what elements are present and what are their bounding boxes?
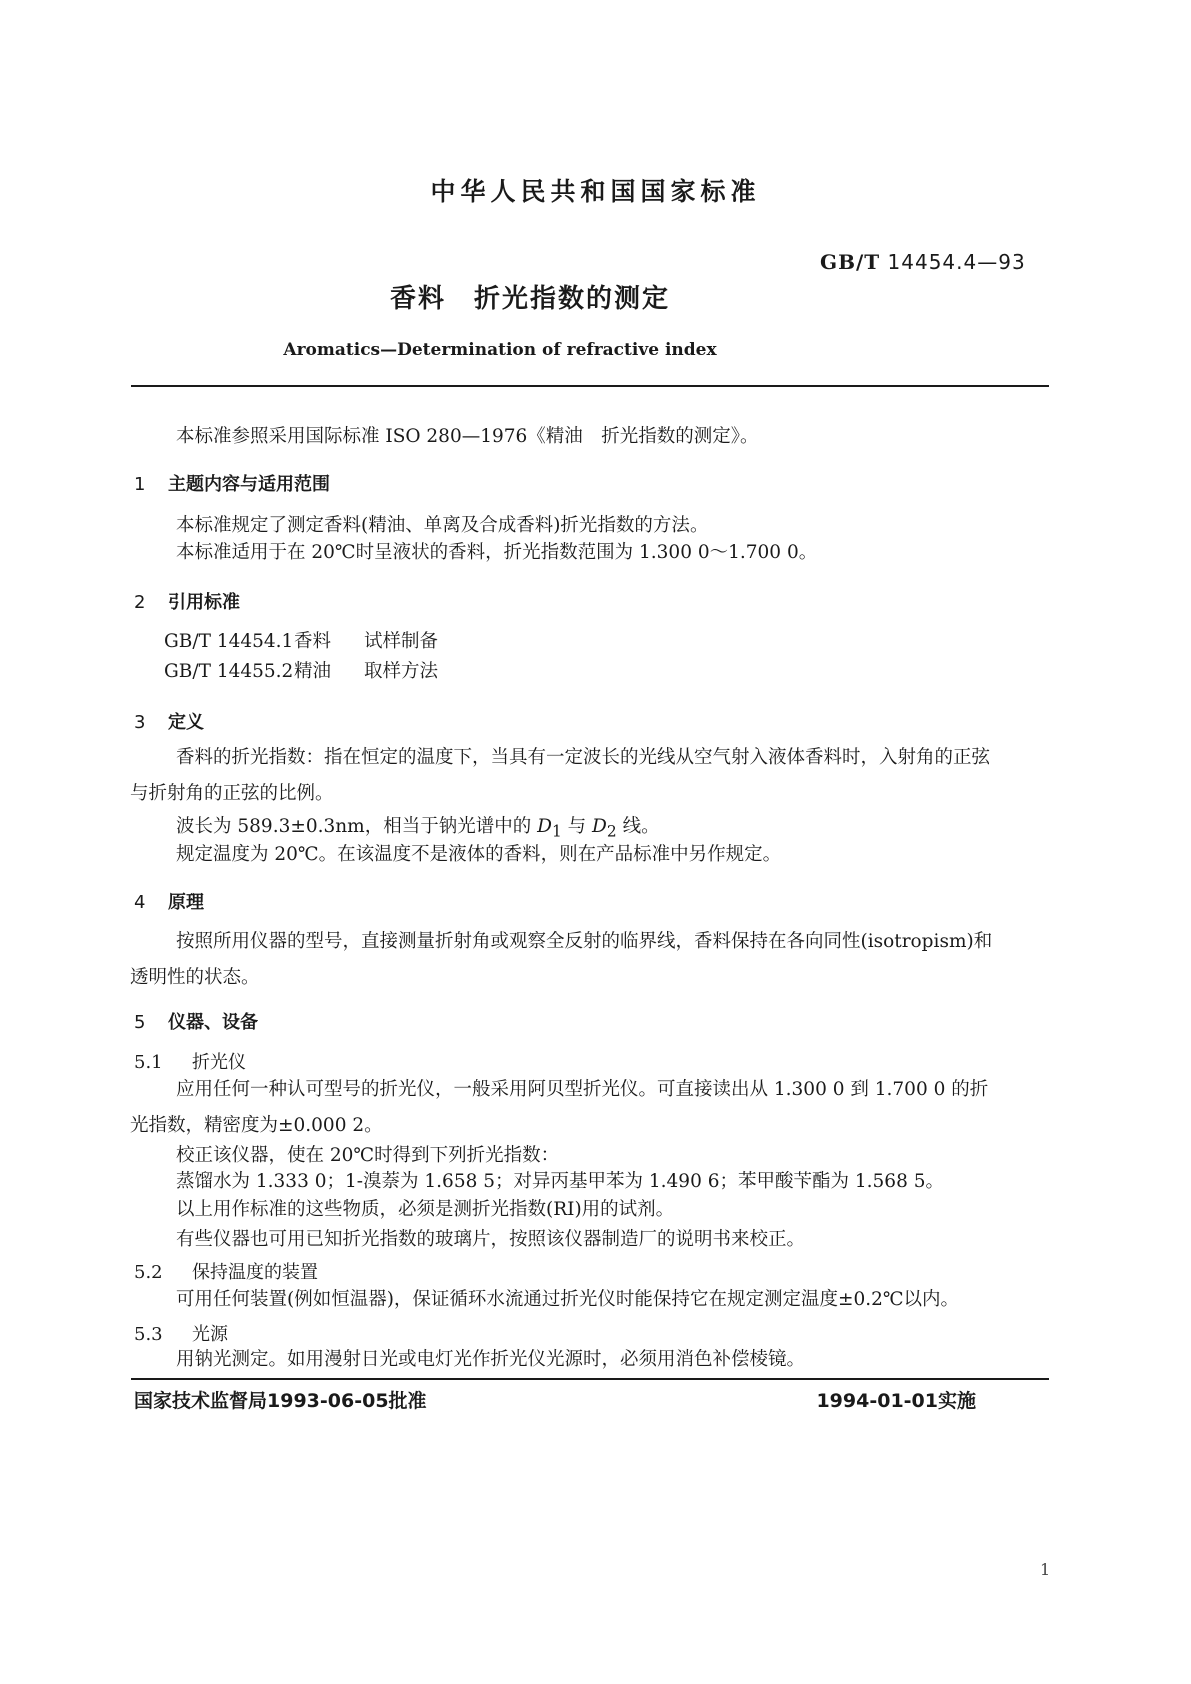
section-title: 仪器、设备 <box>168 1012 258 1033</box>
intro-paragraph: 本标准参照采用国际标准 ISO 280—1976《精油 折光指数的测定》。 <box>176 426 759 447</box>
section-3-paragraph-1: 香料的折光指数：指在恒定的温度下，当具有一定波长的光线从空气射入液体香料时，入射角的正弦与折射角的正弦的比例。 <box>130 747 991 804</box>
section-number: 4 <box>134 892 146 913</box>
reference-item <box>164 660 438 684</box>
reference-code: GB/T 14454.1 <box>164 631 294 652</box>
section-title: 主题内容与适用范围 <box>168 474 330 495</box>
reference-item <box>164 630 438 654</box>
d-line-subscript: 1 <box>551 822 562 841</box>
section-number: 3 <box>134 712 146 733</box>
subsection-5-2-heading <box>134 1258 318 1284</box>
reference-code: GB/T 14455.2 <box>164 661 294 682</box>
section-4-paragraph-1: 按照所用仪器的型号，直接测量折射角或观察全反射的临界线，香料保持在各向同性(isotropism)和透明性的状态。 <box>130 931 993 988</box>
section-number: 5 <box>134 1012 146 1033</box>
section-1-paragraph-2: 本标准适用于在 20℃时呈液状的香料，折光指数范围为 1.300 0～1.700 0。 <box>176 542 818 563</box>
subsection-5-3-heading <box>134 1320 228 1346</box>
subsection-number: 5.1 <box>134 1052 163 1073</box>
section-3-heading <box>134 708 204 734</box>
subsection-title: 保持温度的装置 <box>192 1262 318 1283</box>
effective-date: 1994-01-01实施 <box>816 1390 976 1412</box>
subsection-5-1-paragraph-3: 蒸馏水为 1.333 0；1-溴萘为 1.658 5；对异丙基甲苯为 1.490 6；苯甲酸苄酯为 1.568 5。 <box>176 1171 944 1192</box>
subsection-5-1-heading <box>134 1048 246 1074</box>
document-subtitle-english: Aromatics—Determination of refractive index <box>283 340 717 360</box>
approval-date: 国家技术监督局1993-06-05批准 <box>134 1390 427 1412</box>
reference-subject: 精油 <box>294 661 332 682</box>
d-line-subscript: 2 <box>606 822 617 841</box>
section-title: 原理 <box>168 892 204 913</box>
section-4-heading <box>134 888 204 914</box>
subsection-5-2-paragraph-1: 可用任何装置(例如恒温器)，保证循环水流通过折光仪时能保持它在规定测定温度±0.2℃以内。 <box>176 1289 960 1310</box>
section-title: 定义 <box>168 712 204 733</box>
subsection-title: 光源 <box>192 1324 228 1345</box>
reference-subject: 香料 <box>294 631 332 652</box>
standard-number <box>820 250 1026 274</box>
reference-title: 取样方法 <box>364 661 439 682</box>
subsection-number: 5.3 <box>134 1324 163 1345</box>
document-title: 香料 折光指数的测定 <box>389 284 670 314</box>
subsection-5-3-paragraph-1: 用钠光测定。如用漫射日光或电灯光作折光仪光源时，必须用消色补偿棱镜。 <box>176 1349 806 1370</box>
section-1-paragraph-1: 本标准规定了测定香料(精油、单离及合成香料)折光指数的方法。 <box>176 515 709 536</box>
subsection-5-1-paragraph-4: 以上用作标准的这些物质，必须是测折光指数(RI)用的试剂。 <box>176 1199 675 1220</box>
section-5-heading <box>134 1008 258 1034</box>
section-3-paragraph-3: 规定温度为 20℃。在该温度不是液体的香料，则在产品标准中另作规定。 <box>176 844 782 865</box>
reference-title: 试样制备 <box>364 631 439 652</box>
d-line-symbol: D <box>537 816 552 837</box>
section-2-heading <box>134 588 240 614</box>
section-3-paragraph-2 <box>176 815 660 844</box>
line-suffix-text: 线。 <box>616 816 660 837</box>
standard-prefix: GB/T <box>820 250 881 274</box>
subsection-5-1-paragraph-2: 校正该仪器，使在 20℃时得到下列折光指数： <box>176 1145 560 1166</box>
subsection-5-1-paragraph-1: 应用任何一种认可型号的折光仪，一般采用阿贝型折光仪。可直接读出从 1.300 0 到 1.700 0 的折光指数，精密度为±0.000 2。 <box>130 1079 989 1136</box>
subsection-5-1-paragraph-5: 有些仪器也可用已知折光指数的玻璃片，按照该仪器制造厂的说明书来校正。 <box>176 1229 806 1250</box>
standard-code: 14454.4—93 <box>887 250 1026 274</box>
section-title: 引用标准 <box>168 592 240 613</box>
footer-divider <box>131 1378 1049 1380</box>
section-number: 1 <box>134 474 146 495</box>
page-number: 1 <box>1040 1560 1051 1579</box>
subsection-number: 5.2 <box>134 1262 163 1283</box>
d-line-symbol: D <box>592 816 607 837</box>
section-1-heading <box>134 470 330 496</box>
title-divider <box>131 385 1049 387</box>
connector-text: 与 <box>561 816 593 837</box>
wavelength-text: 波长为 589.3±0.3nm，相当于钠光谱中的 <box>176 816 538 837</box>
standard-org-header: 中华人民共和国国家标准 <box>430 177 761 206</box>
subsection-title: 折光仪 <box>192 1052 246 1073</box>
section-number: 2 <box>134 592 146 613</box>
